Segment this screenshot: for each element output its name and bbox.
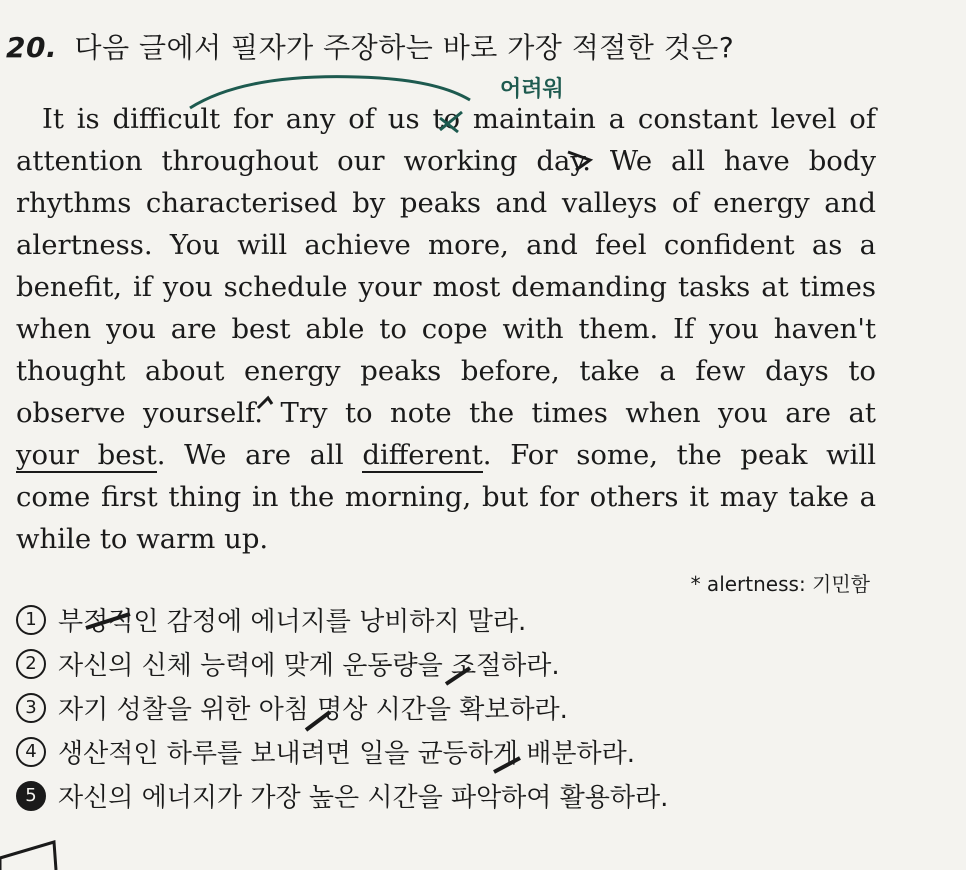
ink-strike — [86, 614, 130, 628]
passage-fragment: . We are all — [156, 439, 363, 471]
ink-strike — [440, 112, 462, 132]
ink-strike — [494, 758, 520, 772]
passage-line: benefit, if you schedule your most demanding tasks at times — [16, 271, 876, 303]
passage-line: It is difficult for any of us to maintain a constant level of — [42, 103, 876, 135]
choice-text: 자기 성찰을 위한 아침 명상 시간을 확보하라. — [58, 695, 568, 725]
ink-strike — [306, 712, 330, 730]
underlined-phrase: your best — [16, 439, 157, 471]
footnote: * alertness: 기민함 — [690, 572, 870, 596]
choice-number: 2 — [16, 649, 46, 679]
underlined-phrase: different — [362, 439, 483, 471]
passage-line: while to warm up. — [16, 523, 269, 555]
ink-arrow — [568, 152, 590, 170]
passage-line: thought about energy peaks before, take a few days to — [16, 355, 876, 387]
choice-number-circled: 5 — [16, 781, 46, 811]
passage-line: observe yourself. Try to note the times when you are at — [16, 397, 876, 429]
ink-mark — [258, 398, 272, 408]
choice-text: 자신의 신체 능력에 맞게 운동량을 조절하라. — [58, 651, 560, 681]
choice-text: 부정적인 감정에 에너지를 낭비하지 말라. — [58, 607, 527, 637]
page-corner — [0, 842, 56, 870]
passage-line: alertness. You will achieve more, and feel confident as a — [16, 229, 876, 261]
choice-number: 3 — [16, 693, 46, 723]
question-prompt: 다음 글에서 필자가 주장하는 바로 가장 적절한 것은? — [74, 31, 735, 64]
question-number: 20. — [6, 31, 58, 64]
passage-line: attention throughout our working day. We all have body — [16, 145, 876, 177]
choice-text: 생산적인 하루를 보내려면 일을 균등하게 배분하라. — [58, 739, 636, 769]
ink-strike — [446, 668, 470, 684]
passage-line: rhythms characterised by peaks and valleys of energy and — [16, 187, 876, 219]
choice-number: 4 — [16, 737, 46, 767]
passage-line: come first thing in the morning, but for others it may take a — [16, 481, 876, 513]
choice-text: 자신의 에너지가 가장 높은 시간을 파악하여 활용하라. — [58, 783, 669, 813]
ink-arc — [190, 77, 470, 108]
choice-number: 1 — [16, 605, 46, 635]
handwritten-note: 어려워 — [500, 77, 564, 102]
passage-fragment: . For some, the peak will — [482, 439, 876, 471]
passage-line: when you are best able to cope with them. If you haven't — [16, 313, 876, 345]
